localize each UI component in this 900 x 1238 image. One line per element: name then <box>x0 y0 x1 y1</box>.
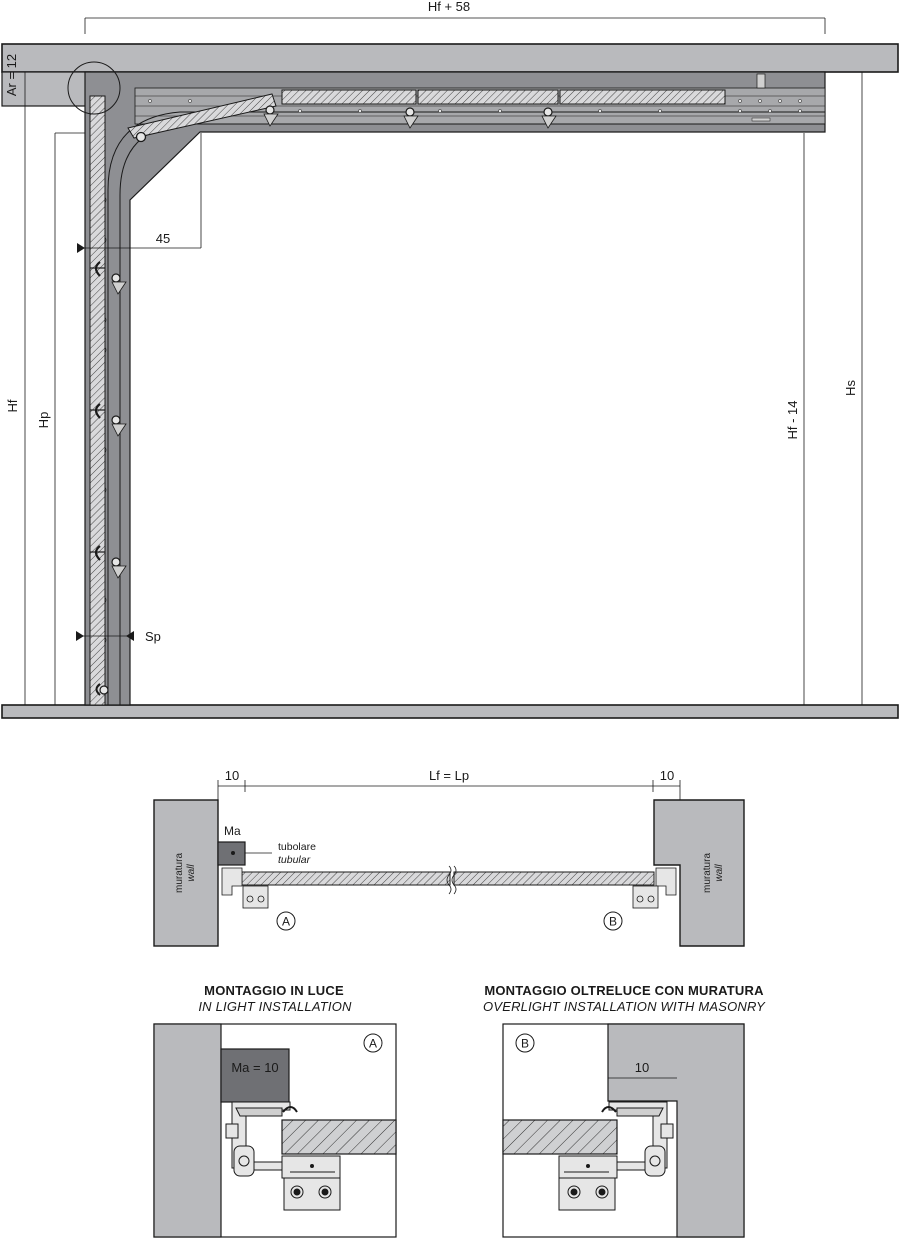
plan-wall-right-it: muratura <box>702 852 713 894</box>
plan-dim-center: Lf = Lp <box>428 768 470 783</box>
floor-slab <box>2 705 898 718</box>
detail-a-subtitle: IN LIGHT INSTALLATION <box>198 999 352 1014</box>
detail-a-tubular <box>221 1049 289 1102</box>
detail-a <box>154 983 396 1237</box>
detail-b-panel <box>503 1120 617 1154</box>
plan-view <box>154 768 744 946</box>
plan-dim-left: 10 <box>224 768 240 783</box>
plan-wall-left-it: muratura <box>174 852 185 894</box>
dim-hf14-label: Hf - 14 <box>785 400 800 440</box>
door-panels <box>90 90 725 705</box>
detail-b-dim: 10 <box>634 1060 650 1075</box>
dimension-top <box>85 0 825 34</box>
detail-a-wall <box>154 1024 221 1237</box>
plan-callout-a-label: A <box>281 914 291 929</box>
detail-a-callout-label: A <box>368 1036 378 1051</box>
ceiling-slab <box>2 44 898 72</box>
track-assembly <box>85 72 825 705</box>
detail-b-title: MONTAGGIO OLTRELUCE CON MURATURA <box>484 983 764 998</box>
detail-a-panel <box>282 1120 396 1154</box>
plan-wall-left-en: wall <box>186 864 197 882</box>
rollers <box>96 106 556 695</box>
dim-top-label: Hf + 58 <box>427 0 471 14</box>
elevation-view <box>2 0 898 718</box>
plan-tubular-label: tubular <box>278 854 311 866</box>
detail-b <box>483 983 766 1237</box>
dim-hf-label: Hf <box>5 399 20 413</box>
plan-panel-right <box>454 872 654 885</box>
detail-b-subtitle: OVERLIGHT INSTALLATION WITH MASONRY <box>483 999 765 1014</box>
plan-panel-left <box>242 872 450 885</box>
plan-ma-label: Ma <box>224 824 241 838</box>
dim-45-label: 45 <box>155 231 171 246</box>
detail-a-title: MONTAGGIO IN LUCE <box>204 983 344 998</box>
plan-callout-a <box>277 912 295 930</box>
dim-hp-label: Hp <box>36 411 51 429</box>
detail-a-ma-label: Ma = 10 <box>231 1060 279 1075</box>
detail-b-callout <box>516 1034 534 1052</box>
detail-b-callout-label: B <box>520 1036 530 1051</box>
dim-ar-label: Ar = 12 <box>4 53 19 97</box>
detail-a-callout <box>364 1034 382 1052</box>
plan-tubolare-label: tubolare <box>278 841 316 853</box>
plan-dimensions <box>218 780 680 800</box>
plan-callout-b-label: B <box>608 914 618 929</box>
plan-callout-b <box>604 912 622 930</box>
plan-dim-right: 10 <box>659 768 675 783</box>
plan-wall-right-en: wall <box>714 864 725 882</box>
dim-sp-label: Sp <box>145 629 161 644</box>
dim-hs-label: Hs <box>843 380 858 396</box>
